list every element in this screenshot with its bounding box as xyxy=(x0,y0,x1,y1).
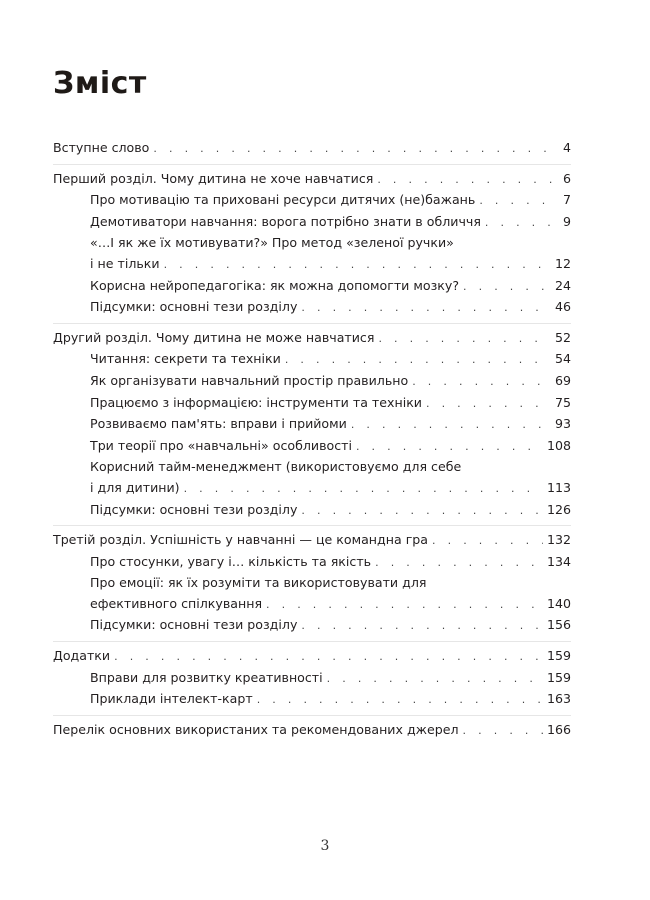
toc-entry-label: Про стосунки, увагу і… кількість та якість xyxy=(90,553,372,569)
toc-page-number: 69 xyxy=(554,372,571,388)
toc-entry-label: Розвиваємо пам'ять: вправи і прийоми xyxy=(90,416,347,432)
toc-subentry[interactable] xyxy=(53,190,571,212)
toc-entry-label: Додатки xyxy=(53,648,111,664)
page-title: Зміст xyxy=(53,66,147,101)
toc-entry-label: Підсумки: основні тези розділу xyxy=(90,299,298,315)
dot-leader xyxy=(184,479,543,500)
toc-section xyxy=(53,138,571,165)
toc-chapter[interactable] xyxy=(53,169,571,191)
toc-entry-label: Читання: секрети та техніки xyxy=(90,351,281,367)
dot-leader xyxy=(153,139,555,160)
toc-page-number: 156 xyxy=(546,617,571,633)
dot-leader xyxy=(485,213,555,234)
toc-subentry[interactable] xyxy=(53,276,571,298)
toc-chapter[interactable] xyxy=(53,720,571,742)
toc-subentry[interactable] xyxy=(53,212,571,234)
toc-section xyxy=(53,530,571,642)
toc-subentry[interactable] xyxy=(53,297,571,319)
toc-page-number: 75 xyxy=(554,394,571,410)
toc-entry-label: і для дитини) xyxy=(90,479,180,495)
toc-entry-label: Працюємо з інформацією: інструменти та техніки xyxy=(90,394,422,410)
toc-page-number: 140 xyxy=(546,595,571,611)
toc-subentry[interactable] xyxy=(53,615,571,637)
toc-subentry[interactable] xyxy=(53,552,571,574)
toc-subentry[interactable] xyxy=(53,668,571,690)
dot-leader xyxy=(285,350,551,371)
dot-leader xyxy=(114,647,543,668)
dot-leader xyxy=(356,437,543,458)
toc-entry-line xyxy=(53,233,571,254)
toc-page-number: 159 xyxy=(546,648,571,664)
toc-section xyxy=(53,169,571,324)
toc-page-number: 108 xyxy=(546,437,571,453)
toc-page-number: 54 xyxy=(554,351,571,367)
toc-entry-label: Про мотивацію та приховані ресурси дитячих (не)бажань xyxy=(90,192,476,208)
toc-entry-label: Корисний тайм-менеджмент (використовуємо для себе xyxy=(90,459,462,475)
toc-subentry[interactable] xyxy=(53,436,571,458)
toc-page-number: 163 xyxy=(546,691,571,707)
toc-chapter[interactable] xyxy=(53,646,571,668)
dot-leader xyxy=(375,553,543,574)
toc-entry-label: Демотиватори навчання: ворога потрібно знати в обличчя xyxy=(90,213,481,229)
toc-page-number: 159 xyxy=(546,669,571,685)
dot-leader xyxy=(351,415,551,436)
toc-entry-label: Вправи для розвитку креативності xyxy=(90,669,323,685)
toc-entry-label: Про емоції: як їх розуміти та використовувати для xyxy=(90,575,427,591)
toc-entry-line xyxy=(53,457,571,478)
toc-entry-label: Підсумки: основні тези розділу xyxy=(90,501,298,517)
dot-leader xyxy=(301,616,543,637)
toc-section xyxy=(53,646,571,716)
toc-subentry[interactable] xyxy=(53,371,571,393)
toc-page-number: 4 xyxy=(562,140,571,155)
toc-chapter[interactable] xyxy=(53,328,571,350)
dot-leader xyxy=(164,255,551,276)
toc-page-number: 9 xyxy=(562,213,571,229)
toc-entry-label: Підсумки: основні тези розділу xyxy=(90,617,298,633)
toc-entry-label: Три теорії про «навчальні» особливості xyxy=(90,437,352,453)
toc-subentry[interactable] xyxy=(53,254,571,276)
toc-page-number: 7 xyxy=(562,192,571,208)
toc-entry-label: Приклади інтелект-карт xyxy=(90,691,253,707)
toc-entry-label: Як організувати навчальний простір правильно xyxy=(90,372,409,388)
toc-section xyxy=(53,328,571,526)
toc-subentry[interactable] xyxy=(53,500,571,522)
dot-leader xyxy=(301,501,543,522)
toc-entry-label: Корисна нейропедагогіка: як можна допомогти мозку? xyxy=(90,277,460,293)
toc-subentry[interactable] xyxy=(53,594,571,616)
toc-subentry[interactable] xyxy=(53,393,571,415)
toc-subentry[interactable] xyxy=(53,349,571,371)
page-number: 3 xyxy=(320,838,330,854)
dot-leader xyxy=(463,721,543,742)
toc-entry-label: і не тільки xyxy=(90,255,160,271)
toc-subentry[interactable] xyxy=(53,689,571,711)
dot-leader xyxy=(412,372,551,393)
toc-entry-label: «…І як же їх мотивувати?» Про метод «зеленої ручки» xyxy=(90,235,454,251)
toc-chapter[interactable] xyxy=(53,138,571,160)
toc-subentry[interactable] xyxy=(53,414,571,436)
dot-leader xyxy=(463,277,551,298)
dot-leader xyxy=(432,531,543,552)
toc-page-number: 134 xyxy=(546,553,571,569)
toc-page-number: 166 xyxy=(546,721,571,737)
toc-page-number: 52 xyxy=(554,329,571,345)
toc-page-number: 126 xyxy=(546,501,571,517)
toc-page-number: 113 xyxy=(546,479,571,495)
toc-page-number: 12 xyxy=(554,255,571,271)
toc-page-number: 6 xyxy=(562,170,571,186)
toc-page-number: 46 xyxy=(554,299,571,315)
toc-entry-label: Другий розділ. Чому дитина не може навчатися xyxy=(53,329,375,345)
toc-page-number: 93 xyxy=(554,416,571,432)
dot-leader xyxy=(257,690,543,711)
toc-entry-label: Вступне слово xyxy=(53,140,150,155)
dot-leader xyxy=(301,298,551,319)
toc-entry-label: Третій розділ. Успішність у навчанні — це командна гра xyxy=(53,532,429,548)
dot-leader xyxy=(479,191,555,212)
toc-entry-label: Перший розділ. Чому дитина не хоче навчатися xyxy=(53,170,374,186)
dot-leader xyxy=(327,669,543,690)
dot-leader xyxy=(377,170,555,191)
toc-page-number: 24 xyxy=(554,277,571,293)
toc-subentry[interactable] xyxy=(53,478,571,500)
table-of-contents xyxy=(53,138,571,749)
dot-leader xyxy=(266,595,543,616)
toc-chapter[interactable] xyxy=(53,530,571,552)
toc-entry-label: ефективного спілкування xyxy=(90,595,263,611)
toc-section xyxy=(53,720,571,746)
toc-page-number: 132 xyxy=(546,532,571,548)
dot-leader xyxy=(378,329,551,350)
toc-entry-line xyxy=(53,573,571,594)
dot-leader xyxy=(426,394,551,415)
toc-entry-label: Перелік основних використаних та рекомендованих джерел xyxy=(53,721,459,737)
